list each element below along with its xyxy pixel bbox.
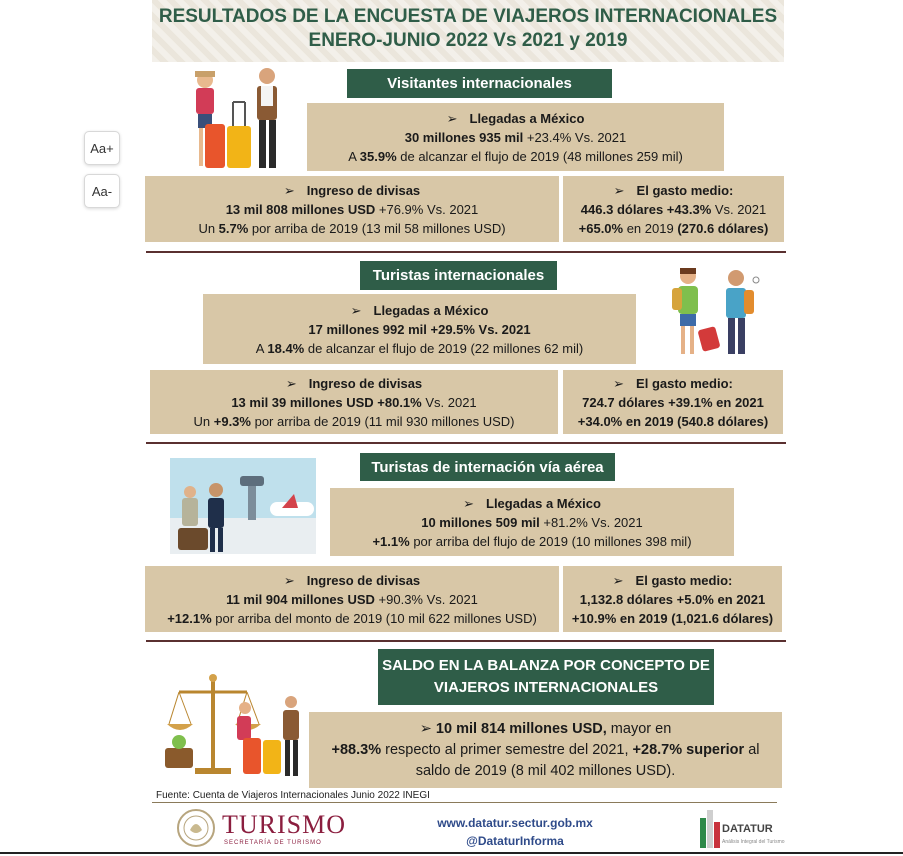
card-heading: ➢ El gasto medio: (563, 181, 784, 200)
section-title-visitantes: Visitantes internacionales (347, 69, 612, 98)
card-aerea-gasto: ➢ El gasto medio: 1,132.8 dólares +5.0% en 2021 +10.9% en 2019 (1,021.6 dólares) (563, 566, 782, 632)
section-title-aerea: Turistas de internación vía aérea (360, 453, 615, 481)
airport-travelers-illustration (170, 458, 316, 554)
card-heading: ➢ Ingreso de divisas (150, 374, 558, 393)
section-title-saldo: SALDO EN LA BALANZA POR CONCEPTO DE VIAJEROS INTERNACIONALES (378, 649, 714, 705)
card-heading: ➢ Ingreso de divisas (145, 571, 559, 590)
card-heading: ➢ Llegadas a México (307, 109, 724, 128)
website-link[interactable]: www.datatur.sectur.gob.mx (437, 816, 593, 830)
datatur-logo-icon (700, 810, 720, 848)
government-seal-icon (176, 808, 216, 848)
card-aerea-llegadas: ➢ Llegadas a México 10 millones 509 mil +81.2% Vs. 2021 +1.1% por arriba del flujo de 2019 (10 millones 398 mil) (330, 488, 734, 556)
source-note: Fuente: Cuenta de Viajeros Internacionales Junio 2022 INEGI (156, 790, 430, 801)
card-visitantes-ingreso: ➢ Ingreso de divisas 13 mil 808 millones USD +76.9% Vs. 2021 Un 5.7% por arriba de 2019 (13 mil 58 millones USD) (145, 176, 559, 242)
travelers-luggage-illustration (183, 66, 283, 172)
card-visitantes-llegadas: ➢ Llegadas a México 30 millones 935 mil +23.4% Vs. 2021 A 35.9% de alcanzar el flujo de 2019 (48 millones 259 mil) (307, 103, 724, 171)
source-divider (152, 802, 777, 803)
section-divider (146, 251, 786, 253)
font-increase-button[interactable]: Aa+ (84, 131, 120, 165)
section-divider (146, 640, 786, 642)
balance-scale-illustration (165, 672, 305, 784)
card-turistas-llegadas: ➢ Llegadas a México 17 millones 992 mil +29.5% Vs. 2021 A 18.4% de alcanzar el flujo de 2019 (22 millones 62 mil) (203, 294, 636, 364)
datatur-subtitle: Análisis Integral del Turismo (722, 839, 785, 845)
bottom-rule (0, 852, 903, 854)
card-heading: ➢ Llegadas a México (203, 301, 636, 320)
tourists-backpack-illustration (668, 266, 768, 358)
card-turistas-ingreso: ➢ Ingreso de divisas 13 mil 39 millones USD +80.1% Vs. 2021 Un +9.3% por arriba de 2019 (11 mil 930 millones USD) (150, 370, 558, 434)
turismo-brand: TURISMO (222, 810, 347, 839)
footer-contact (420, 814, 610, 850)
card-heading: ➢ El gasto medio: (563, 571, 782, 590)
card-saldo: ➢ 10 mil 814 millones USD, mayor en +88.3% respecto al primer semestre del 2021, +28.7% superior al saldo de 2019 (8 mil 402 millones USD). (309, 712, 782, 788)
section-title-turistas: Turistas internacionales (360, 261, 557, 290)
datatur-brand: DATATUR (722, 823, 773, 835)
section-divider (146, 442, 786, 444)
card-aerea-ingreso: ➢ Ingreso de divisas 11 mil 904 millones USD +90.3% Vs. 2021 +12.1% por arriba del monto de 2019 (10 mil 622 millones USD) (145, 566, 559, 632)
card-heading: ➢ Ingreso de divisas (145, 181, 559, 200)
card-heading: ➢ El gasto medio: (563, 374, 783, 393)
turismo-subtitle: SECRETARÍA DE TURISMO (224, 840, 322, 846)
card-heading: ➢ Llegadas a México (330, 494, 734, 513)
twitter-handle[interactable]: @DataturInforma (466, 834, 564, 848)
font-decrease-button[interactable]: Aa- (84, 174, 120, 208)
page-title: RESULTADOS DE LA ENCUESTA DE VIAJEROS INTERNACIONALES ENERO-JUNIO 2022 Vs 2021 y 2019 (158, 6, 778, 51)
card-turistas-gasto: ➢ El gasto medio: 724.7 dólares +39.1% en 2021 +34.0% en 2019 (540.8 dólares) (563, 370, 783, 434)
card-visitantes-gasto: ➢ El gasto medio: 446.3 dólares +43.3% Vs. 2021 +65.0% en 2019 (270.6 dólares) (563, 176, 784, 242)
